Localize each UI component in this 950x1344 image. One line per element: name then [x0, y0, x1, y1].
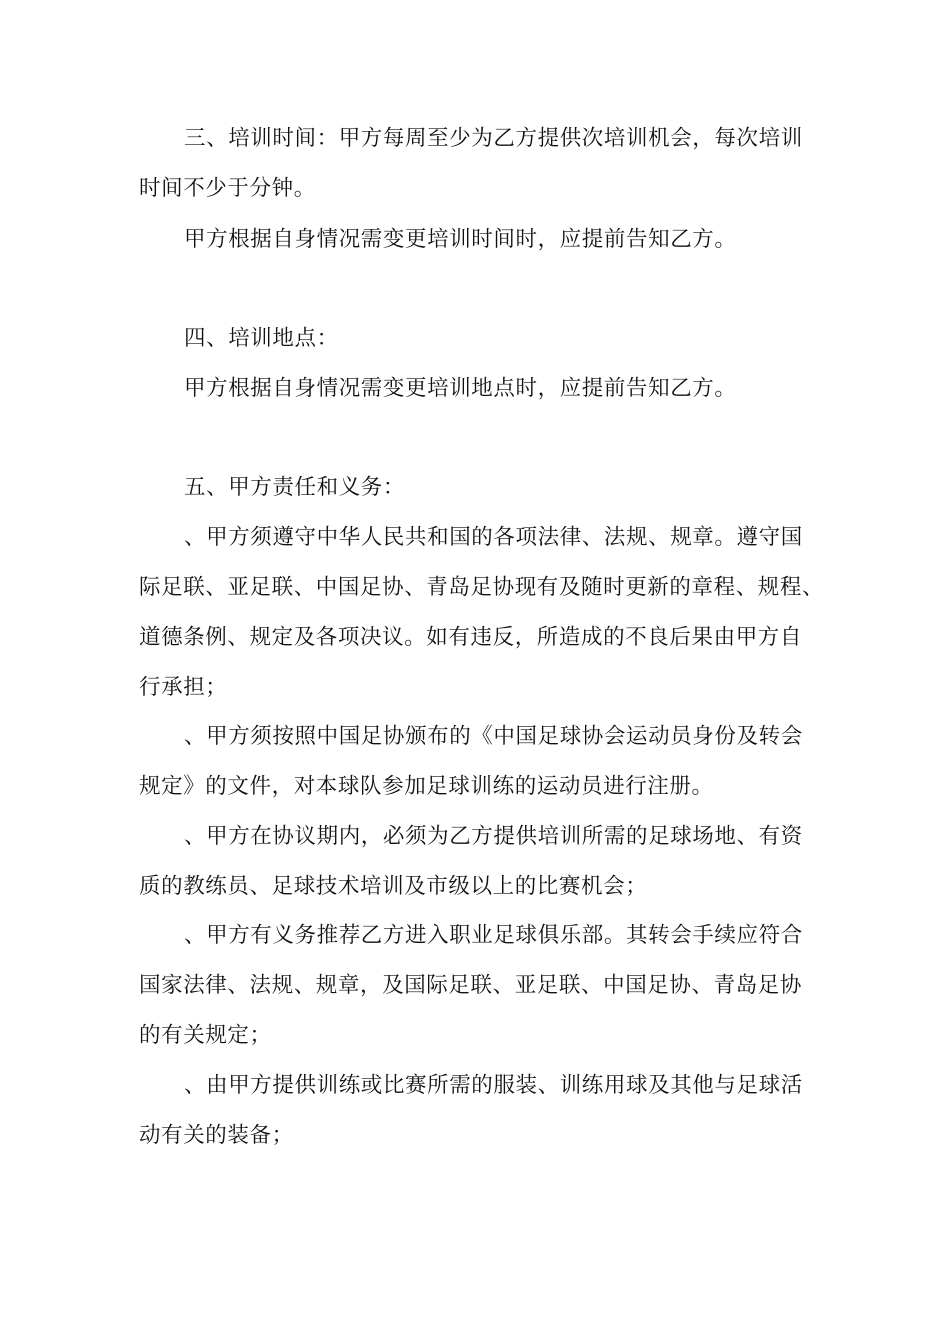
section5-item1-line1: 、甲方须遵守中华人民共和国的各项法律、法规、规章。遵守国 — [184, 525, 803, 550]
section5-item4-line3: 的有关规定； — [139, 1023, 272, 1048]
section3-line1: 三、培训时间：甲方每周至少为乙方提供次培训机会，每次培训 — [184, 126, 803, 151]
section5-item4-line2: 国家法律、法规、规章，及国际足联、亚足联、中国足协、青岛足协 — [139, 973, 803, 998]
section3-paragraph2: 甲方根据自身情况需变更培训时间时，应提前告知乙方。 — [184, 227, 737, 252]
section5-item4-line1: 、甲方有义务推荐乙方进入职业足球俱乐部。其转会手续应符合 — [184, 923, 803, 948]
section3-line2: 时间不少于分钟。 — [139, 176, 316, 201]
section5-heading: 五、甲方责任和义务： — [184, 475, 406, 500]
section5-item2-line2: 规定》的文件，对本球队参加足球训练的运动员进行注册。 — [139, 774, 714, 799]
section5-item1-line2: 际足联、亚足联、中国足协、青岛足协现有及随时更新的章程、规程、 — [139, 575, 825, 600]
section4-heading: 四、培训地点： — [184, 326, 339, 351]
section5-item5-line2: 动有关的装备； — [139, 1123, 294, 1148]
section5-item5-line1: 、由甲方提供训练或比赛所需的服装、训练用球及其他与足球活 — [184, 1073, 803, 1098]
section5-item2-line1: 、甲方须按照中国足协颁布的《中国足球协会运动员身份及转会 — [184, 724, 803, 749]
section5-item3-line1: 、甲方在协议期内，必须为乙方提供培训所需的足球场地、有资 — [184, 824, 803, 849]
section5-item1-line3: 道德条例、规定及各项决议。如有违反，所造成的不良后果由甲方自 — [139, 625, 803, 650]
section5-item3-line2: 质的教练员、足球技术培训及市级以上的比赛机会； — [139, 874, 648, 899]
section5-item1-line4: 行承担； — [139, 675, 228, 700]
section4-paragraph: 甲方根据自身情况需变更培训地点时，应提前告知乙方。 — [184, 376, 737, 401]
